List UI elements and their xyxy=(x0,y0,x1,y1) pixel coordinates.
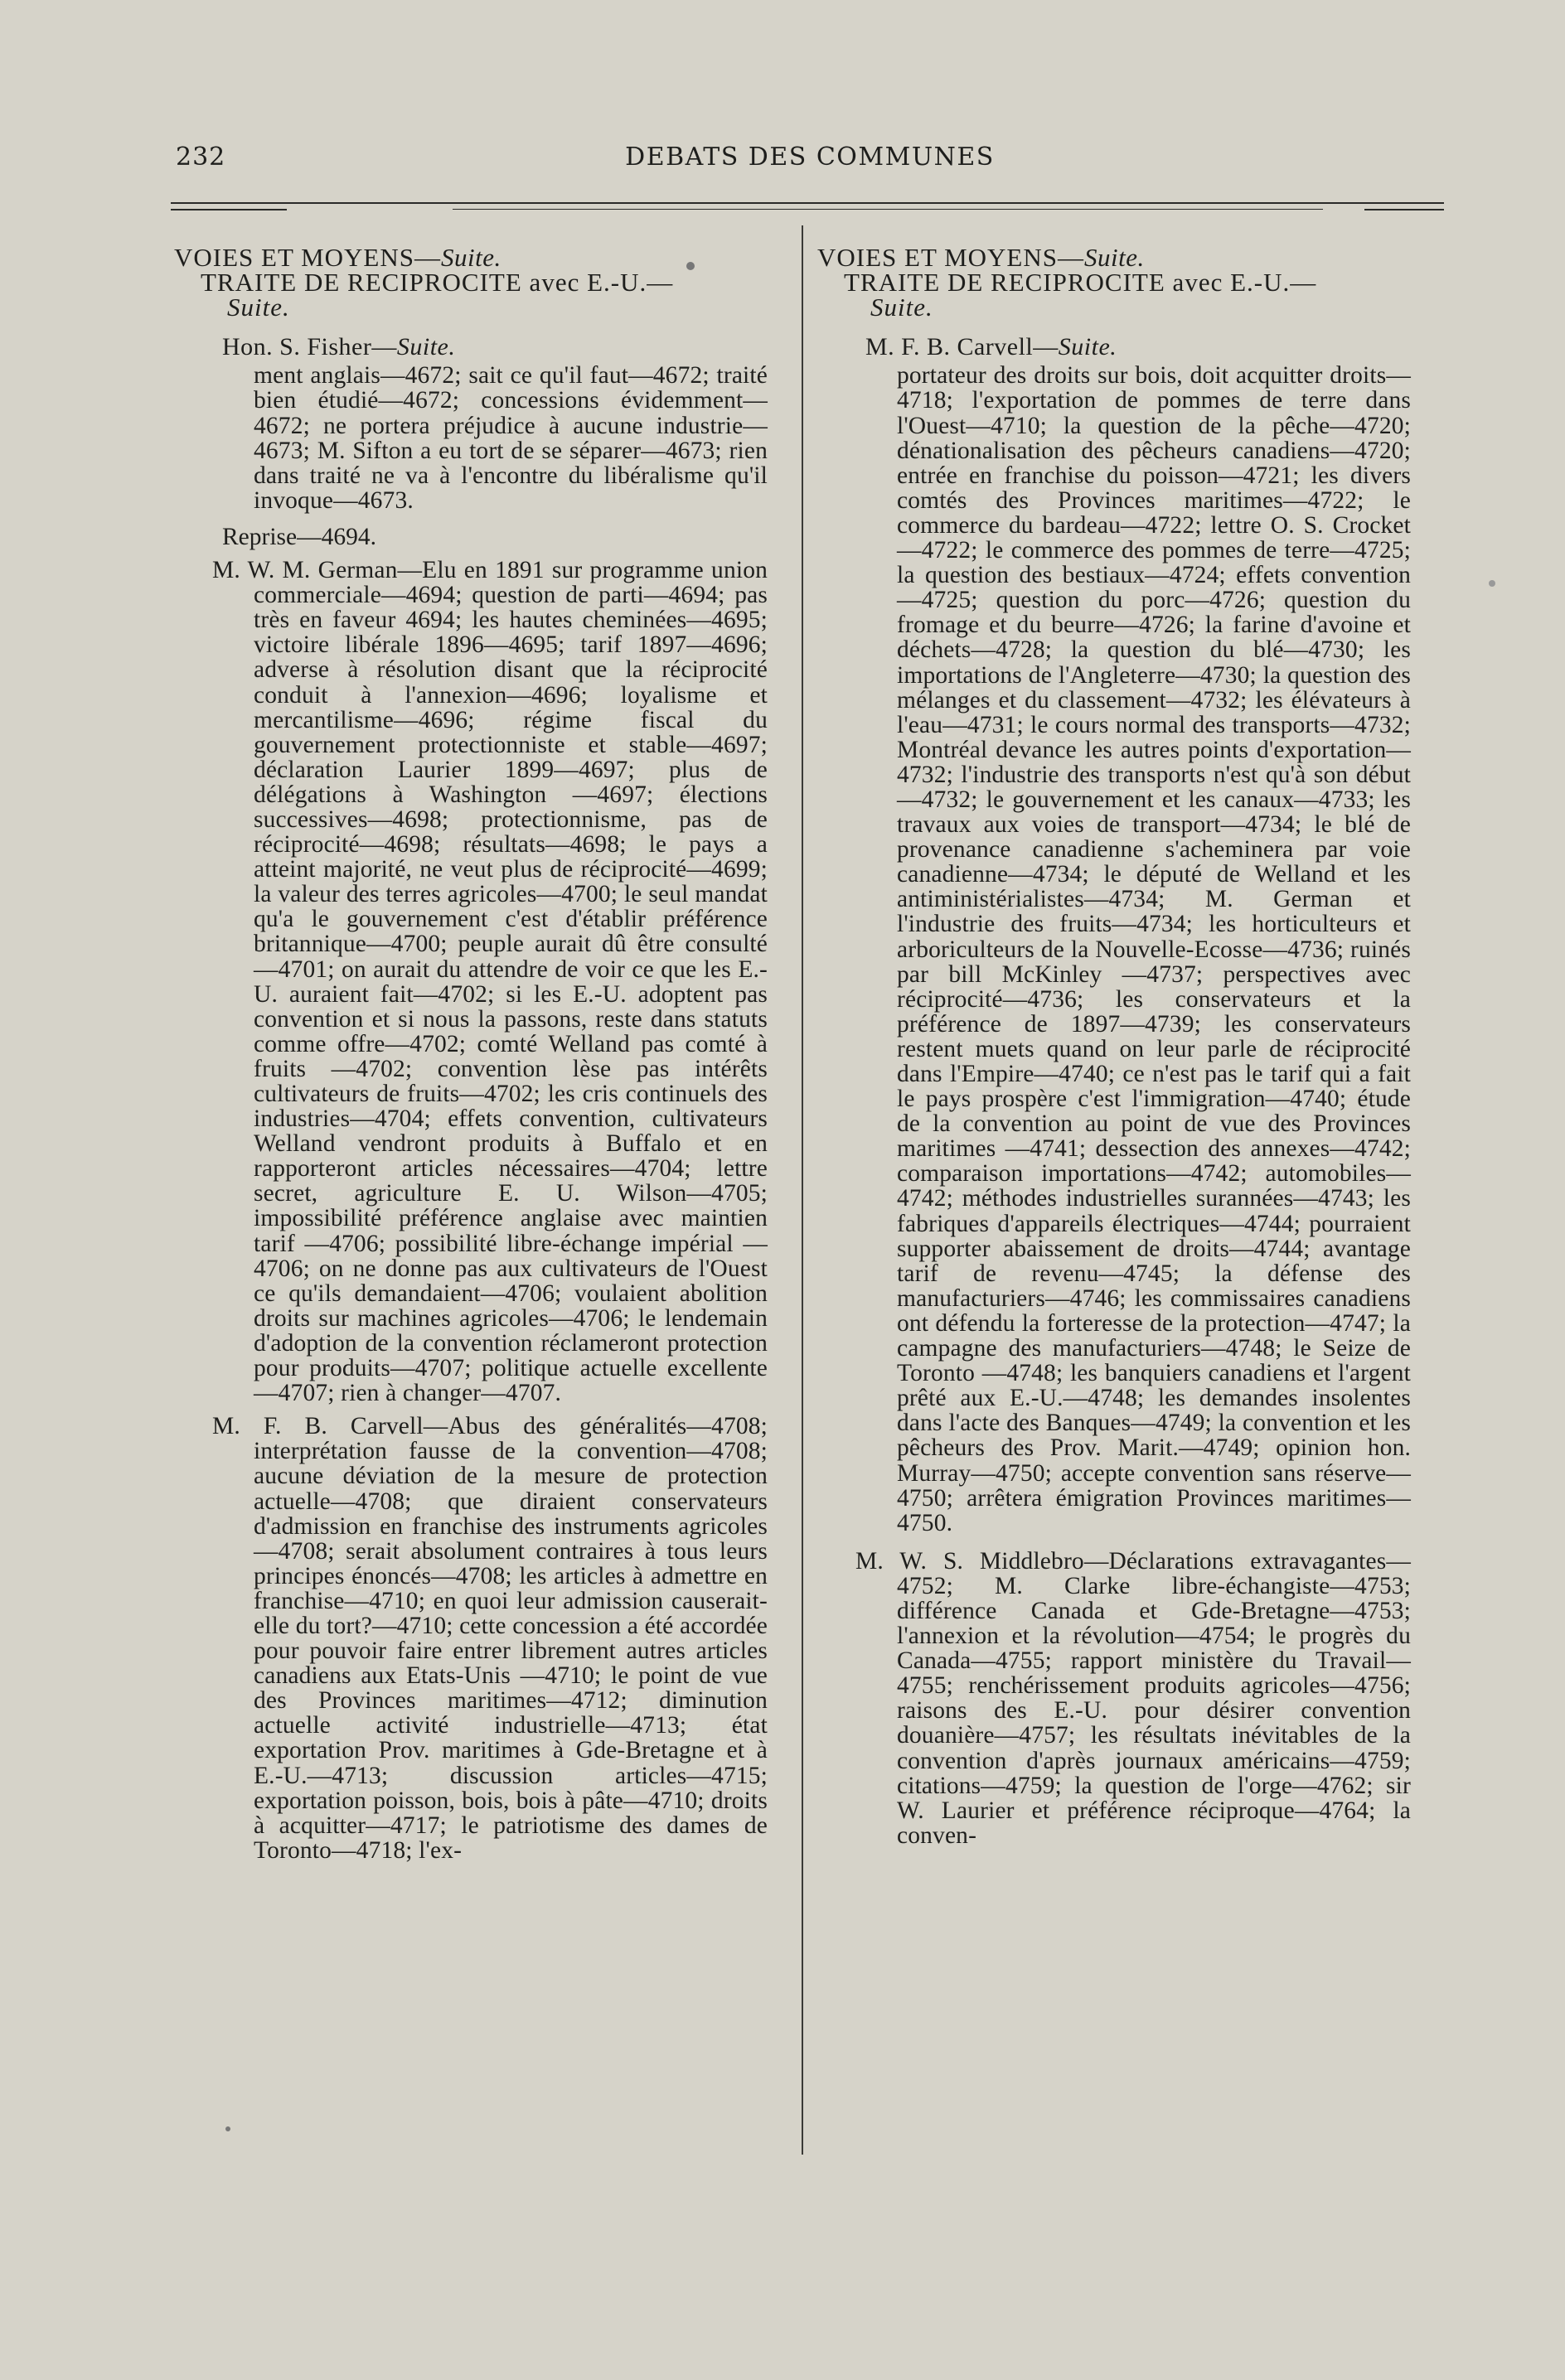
page-header xyxy=(176,139,1444,181)
page-number: 232 xyxy=(176,143,226,172)
index-entry: M. W. S. Middlebro—Déclarations extravagantes—4752; M. Clarke libre-échangiste—4753; différence Canada et Gde-Bretagne—4753; l'annexion et la révolution—4754; le progrès du Canada—4755; rapport ministère du Travail—4755; renchérissement produits agricoles—4756; raisons des E.-U. pour désirer convention douanière—4757; les résultats inévitables de la convention d'après journaux américains—4759; citations—4759; la question de l'orge—4762; sir W. Laurier et préférence réciproque—4764; la conven- xyxy=(855,1547,1411,1849)
index-entry: ment anglais—4672; sait ce qu'il faut—4672; traité bien étudié—4672; concessions évidemment—4672; ne portera préjudice à aucune industrie—4673; M. Sifton a eu tort de se séparer—4673; rien dans traité ne va à l'encontre du libéralisme qu'il invoque—4673. xyxy=(254,362,768,514)
left-column xyxy=(174,245,768,1863)
column-divider xyxy=(802,225,803,2155)
section-heading: VOIES ET MOYENS—Suite. xyxy=(174,243,501,272)
subsection-heading: TRAITE DE RECIPROCITE avec E.-U.— Suite. xyxy=(201,268,674,322)
right-column xyxy=(817,245,1411,1848)
index-entry: M. W. M. German—Elu en 1891 sur programme union commerciale—4694; question de parti—4694; pas très en faveur 4694; les hautes cheminées—4695; victoire libérale 1896—4695; tarif 1897—4696; adverse à résolution disant que la réciprocité conduit à l'annexion—4696; loyalisme et mercantilisme—4696; régime fiscal du gouvernement protectionniste et stable—4697; déclaration Laurier 1899—4697; plus de délégations à Washington —4697; élections successives—4698; protectionnisme, pas de réciprocité—4698; résultats—4698; le pays a atteint majorité, ne veut plus de réciprocité—4699; la valeur des terres agricoles—4700; le seul mandat qu'a le gouvernement c'est d'établir préférence britannique—4700; peuple aurait dû être consulté—4701; on aurait du attendre de voir ce que les E.-U. auraient fait—4702; si les E.-U. adoptent pas convention et si nous la passons, reste dans statuts comme offre—4702; comté Welland pas comté à fruits —4702; convention lèse pas intérêts cultivateurs de fruits—4702; les cris continuels des industries—4704; effets convention, cultivateurs Welland vendront produits à Buffalo et en rapporteront articles nécessaires—4704; lettre secret, agriculture E. U. Wilson—4705; impossibilité préférence anglaise avec maintien tarif —4706; possibilité libre-échange impérial —4706; on ne donne pas aux cultivateurs de l'Ouest ce qu'ils demandaient—4706; voulaient abolition droits sur machines agricoles—4706; le lendemain d'adoption de la convention réclameront protection pour produits—4707; politique actuelle excellente—4707; rien à changer—4707. xyxy=(212,557,768,1407)
index-entry: portateur des droits sur bois, doit acquitter droits—4718; l'exportation de pommes de terre dans l'Ouest—4710; la question de la pêche—4720; dénationalisation des pêcheurs canadiens—4720; entrée en franchise du poisson—4721; les divers comtés des Provinces maritimes—4722; le commerce du bardeau—4722; lettre O. S. Crocket—4722; le commerce des pommes de terre—4725; la question des bestiaux—4724; effets convention—4725; question du porc—4726; question du fromage et du beurre—4726; la farine d'avoine et déchets—4728; la question du blé—4730; les importations de l'Angleterre—4730; la question des mélanges et du classement—4732; les élévateurs à l'eau—4731; le cours normal des transports—4732; Montréal devance les autres points d'exportation—4732; l'industrie des transports n'est qu'à son début—4732; le gouvernement et les canaux—4733; les travaux aux voies de transport—4734; le blé de provenance canadienne s'acheminera par voie canadienne—4734; le député de Welland et les antiministérialistes—4734; M. German et l'industrie des fruits—4734; les horticulteurs et arboriculteurs de la Nouvelle-Ecosse—4736; ruinés par bill McKinley —4737; perspectives avec réciprocité—4736; les conservateurs et la préférence de 1897—4739; les conservateurs restent muets quand on leur parle de réciprocité dans l'Empire—4740; ce n'est pas le tarif qui a fait le pays prospère c'est l'immigration—4740; étude de la convention au point de vue des Provinces maritimes —4741; dessection des annexes—4742; comparaison importations—4742; automobiles—4742; méthodes industrielles surannées—4743; les fabriques d'appareils électriques—4744; pourraient supporter abaissement de droits—4744; avantage tarif de revenu—4745; la défense des manufacturiers—4746; les commissaires canadiens ont défendu la forteresse de la protection—4747; la campagne des manufacturiers—4748; le Seize de Toronto —4748; les banquiers canadiens et l'argent prêté aux E.-U.—4748; les demandes insolentes dans l'acte des Banques—4749; la convention et les pêcheurs des Prov. Marit.—4749; opinion hon. Murray—4750; accepte convention sans réserve—4750; arrêtera émigration Provinces maritimes—4750. xyxy=(897,362,1411,1536)
section-heading: VOIES ET MOYENS—Suite. xyxy=(817,243,1145,272)
running-title: DEBATS DES COMMUNES xyxy=(625,143,995,172)
index-entry: M. F. B. Carvell—Abus des généralités—4708; interprétation fausse de la convention—4708; aucune déviation de la mesure de protection actuelle—4708; que diraient conservateurs d'admission en franchise des instruments agricoles—4708; serait absolument contraires à tous leurs principes énoncés—4708; les articles à admettre en franchise—4710; en quoi leur admission causerait-elle du tort?—4710; cette concession a été accordée pour pouvoir faire entrer librement autres articles canadiens aux Etats-Unis —4710; le point de vue des Provinces maritimes—4712; diminution actuelle activité industrielle—4713; état exportation Prov. maritimes à Gde-Bretagne et à E.-U.—4713; discussion articles—4715; exportation poisson, bois, bois à pâte—4710; droits à acquitter—4717; le patriotisme des dames de Toronto—4718; l'ex- xyxy=(212,1413,768,1864)
speaker-heading: M. F. B. Carvell—Suite. xyxy=(865,333,1117,361)
subsection-heading: TRAITE DE RECIPROCITE avec E.-U.— Suite. xyxy=(844,268,1317,322)
reprise-line: Reprise—4694. xyxy=(222,523,376,550)
speaker-heading: Hon. S. Fisher—Suite. xyxy=(222,333,456,361)
header-rule xyxy=(171,202,1444,219)
